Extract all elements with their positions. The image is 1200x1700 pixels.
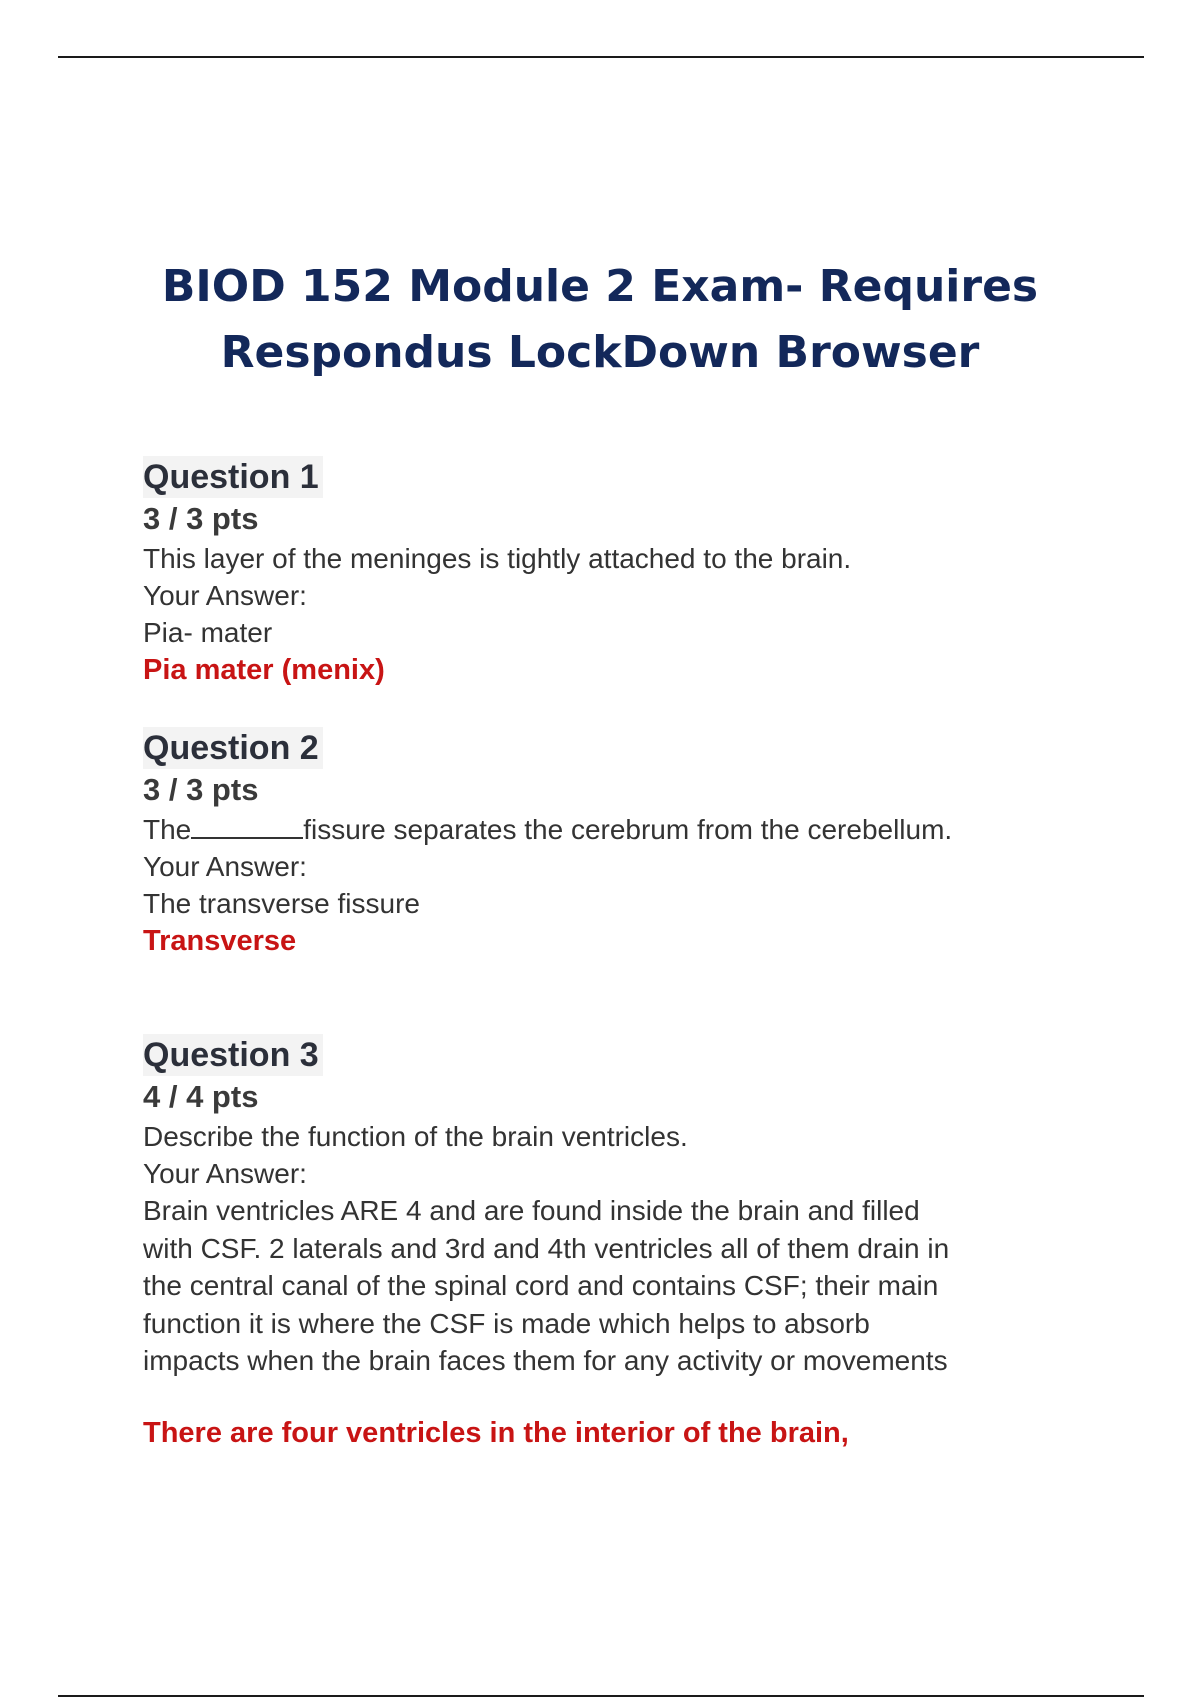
question-prompt: This layer of the meninges is tightly attached to the brain. <box>143 543 852 574</box>
your-answer-label: Your Answer: <box>143 580 307 611</box>
question-points: 3 / 3 pts <box>143 772 259 807</box>
answer-line: impacts when the brain faces them for any activity or movements <box>143 1345 948 1376</box>
correct-answer: There are four ventricles in the interior of the brain, <box>143 1416 849 1449</box>
question-prompt <box>143 811 1083 848</box>
prompt-text-before-blank: The <box>143 814 192 845</box>
answer-line: with CSF. 2 laterals and 3rd and 4th ventricles all of them drain in <box>143 1232 950 1264</box>
question-1 <box>143 456 1083 689</box>
top-rule <box>58 56 1144 58</box>
question-prompt: Describe the function of the brain ventricles. <box>143 1121 688 1152</box>
your-answer <box>143 1192 1083 1380</box>
answer-line: function it is where the CSF is made which helps to absorb <box>143 1307 870 1339</box>
question-heading: Question 1 <box>143 456 323 498</box>
your-answer: Pia- mater <box>143 617 273 648</box>
question-heading: Question 2 <box>143 727 323 769</box>
your-answer: The transverse fissure <box>143 888 420 919</box>
answer-line: the central canal of the spinal cord and contains CSF; their main <box>143 1270 939 1301</box>
question-heading: Question 3 <box>143 1034 323 1076</box>
your-answer-label: Your Answer: <box>143 851 307 882</box>
question-points: 4 / 4 pts <box>143 1079 259 1114</box>
question-points: 3 / 3 pts <box>143 501 259 536</box>
correct-answer: Transverse <box>143 925 297 957</box>
question-3 <box>143 1034 1083 1452</box>
document-title: BIOD 152 Module 2 Exam- Requires Respondus LockDown Browser <box>161 261 1039 378</box>
question-2 <box>143 727 1083 960</box>
answer-line: Brain ventricles ARE 4 and are found inside the brain and filled <box>143 1195 920 1226</box>
bottom-rule <box>58 1695 1144 1697</box>
correct-answer: Pia mater (menix) <box>143 654 385 686</box>
your-answer-label: Your Answer: <box>143 1158 307 1189</box>
fill-in-blank <box>191 815 303 839</box>
prompt-text-after-blank: fissure separates the cerebrum from the cerebellum. <box>303 814 953 845</box>
